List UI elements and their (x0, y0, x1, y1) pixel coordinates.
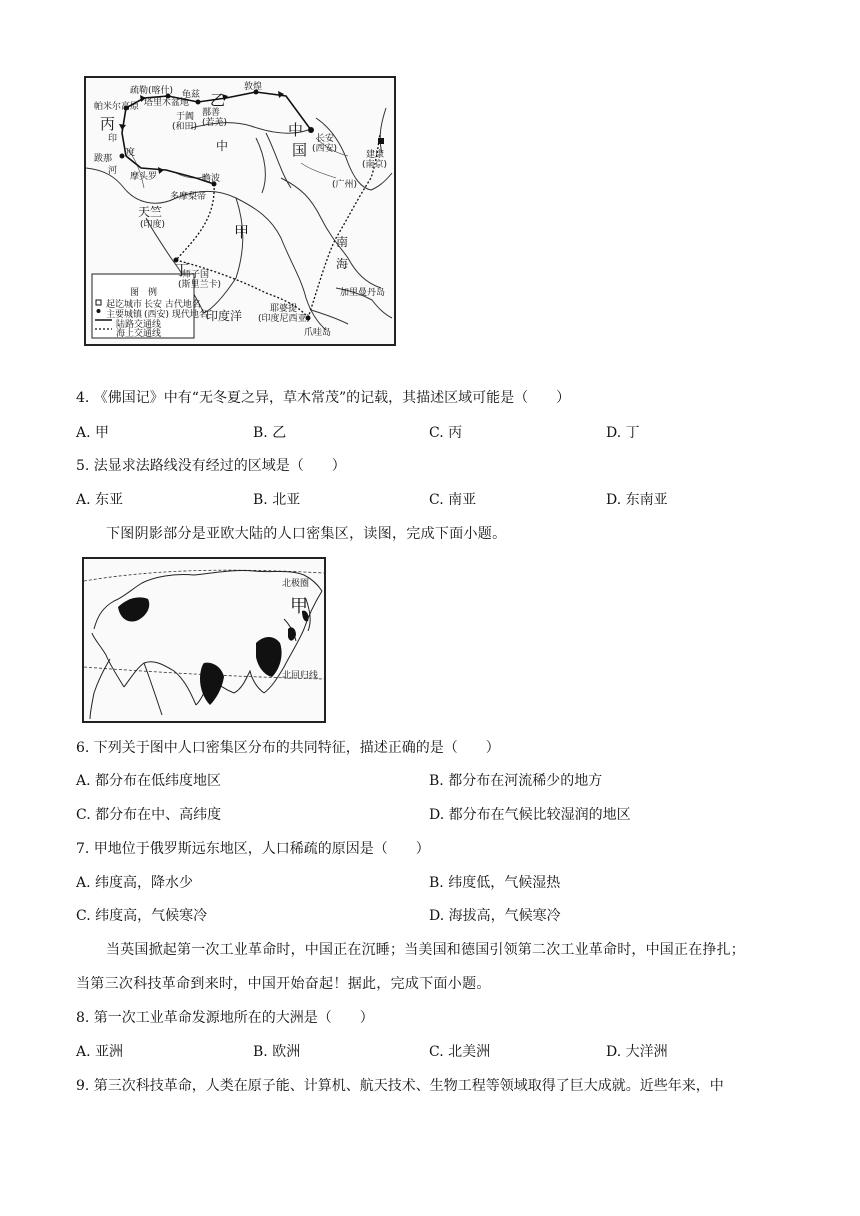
legend-start-city: 起讫城市 (106, 300, 143, 310)
intro-population-map: 下图阴影部分是亚欧大陆的人口密集区，读图，完成下面小题。 (106, 526, 507, 542)
label-zhong1: 中 (216, 139, 229, 153)
q6-option-d[interactable]: D. 都分布在气候比较湿润的地区 (429, 807, 631, 823)
label-mathura: 摩头罗 (130, 172, 158, 182)
q5-option-d[interactable]: D. 东南亚 (606, 492, 668, 508)
label-yutian: 于阗 (176, 112, 195, 122)
eurasia-population-map (82, 557, 326, 723)
legend-sea-route: 海上交通线 (116, 329, 162, 339)
q4-option-b[interactable]: B. 乙 (253, 425, 287, 441)
label-tianzhu: 天竺 (138, 205, 163, 219)
faxian-route-map (84, 76, 396, 346)
label-india: (印度) (140, 220, 166, 230)
q8-option-b[interactable]: B. 欧洲 (253, 1044, 301, 1060)
q8-option-a[interactable]: A. 亚洲 (76, 1044, 124, 1060)
label-indonesia: (印度尼西亚) (258, 314, 311, 324)
label-kashgar: 疏勒(喀什) (130, 86, 174, 96)
q5-option-b[interactable]: B. 北亚 (253, 492, 301, 508)
label-changan: 长安 (316, 134, 335, 144)
label-arctic-circle: 北极圈 (282, 579, 310, 589)
label-pamir: 帕米尔高原 (94, 102, 140, 112)
label-shiziguo: 师子国 (182, 270, 210, 280)
label-java: 爪哇岛 (304, 328, 332, 338)
label-ruoqiang: (若羌) (202, 118, 228, 128)
legend-ancient-name: 长安 古代地名 (144, 300, 201, 310)
q4-option-d[interactable]: D. 丁 (606, 425, 640, 441)
q6-option-b[interactable]: B. 都分布在河流稀少的地方 (429, 773, 603, 789)
label-dunhuang: 敦煌 (244, 82, 263, 92)
label-jia-far-east: 甲 (290, 596, 308, 617)
q8-option-d[interactable]: D. 大洋洲 (606, 1044, 668, 1060)
label-zhong2: 中 (288, 121, 304, 139)
intro-industrial-revolution-line1: 当英国掀起第一次工业革命时，中国正在沉睡；当美国和德国引领第二次工业革命时，中国正在挣扎； (106, 942, 745, 958)
q5-option-a[interactable]: A. 东亚 (76, 492, 124, 508)
legend-title: 图 例 (130, 288, 158, 298)
label-indian-ocean: 印度洋 (206, 309, 243, 323)
q7-option-a[interactable]: A. 纬度高，降水少 (76, 875, 194, 891)
label-tamralipta: 多摩梨帝 (170, 192, 207, 202)
q7-option-c[interactable]: C. 纬度高，气候寒冷 (76, 908, 208, 924)
label-bulan: 瞻波 (202, 174, 221, 184)
intro-industrial-revolution-line2: 当第三次科技革命到来时，中国开始奋起！据此，完成下面小题。 (76, 976, 491, 992)
legend-main-city: 主要城镇 (106, 310, 143, 320)
label-du: 度 (126, 148, 136, 158)
q5-option-c[interactable]: C. 南亚 (429, 492, 477, 508)
label-shanshan: 鄯善 (202, 108, 221, 118)
label-yin: 印 (108, 134, 118, 144)
legend-modern-name: (西安) 现代地名 (144, 310, 208, 320)
label-xian: (西安) (312, 144, 338, 154)
label-jia: 甲 (234, 223, 250, 241)
label-he: 河 (108, 166, 118, 176)
label-srilanka: (斯里兰卡) (178, 280, 222, 290)
label-nan: 南 (336, 235, 349, 249)
question-6: 6. 下列关于图中人口密集区分布的共同特征，描述正确的是（ ） (76, 740, 500, 756)
label-kalimantan: 加里曼丹岛 (340, 288, 386, 298)
question-8: 8. 第一次工业革命发源地所在的大洲是（ ） (76, 1010, 374, 1026)
label-hetian: (和田) (172, 122, 198, 132)
label-guo: 国 (292, 141, 308, 159)
question-5: 5. 法显求法路线没有经过的区域是（ ） (76, 458, 346, 474)
label-hai: 海 (336, 257, 349, 271)
label-bing: 丙 (100, 115, 116, 133)
label-tropic-cancer: 北回归线 (282, 671, 319, 681)
q7-option-b[interactable]: B. 纬度低，气候湿热 (429, 875, 561, 891)
label-ding: 丁 (174, 261, 190, 279)
q7-option-d[interactable]: D. 海拔高，气候寒冷 (429, 908, 561, 924)
label-nanjing: (南京) (362, 160, 388, 170)
q6-option-c[interactable]: C. 都分布在中、高纬度 (76, 807, 222, 823)
question-7: 7. 甲地位于俄罗斯远东地区，人口稀疏的原因是（ ） (76, 841, 430, 857)
label-yi: 乙 (210, 91, 226, 109)
q4-option-a[interactable]: A. 甲 (76, 425, 110, 441)
label-kucha: 龟兹 (182, 90, 201, 100)
label-guangzhou: (广州) (332, 180, 358, 190)
q4-option-c[interactable]: C. 丙 (429, 425, 463, 441)
q6-option-a[interactable]: A. 都分布在低纬度地区 (76, 773, 222, 789)
label-tarim: 塔里木盆地 (144, 98, 190, 108)
question-4: 4. 《佛国记》中有“无冬夏之异，草木常茂”的记载，其描述区域可能是（ ） (76, 390, 571, 406)
label-jiankang: 建康 (366, 150, 385, 160)
legend-land-route: 陆路交通线 (116, 320, 162, 330)
question-9: 9. 第三次科技革命，人类在原子能、计算机、航天技术、生物工程等领域取得了巨大成就。近些年来，中 (76, 1078, 724, 1094)
label-fanlang: 跋那 (94, 154, 113, 164)
label-yepoti: 耶婆提 (270, 304, 298, 314)
q8-option-c[interactable]: C. 北美洲 (429, 1044, 491, 1060)
